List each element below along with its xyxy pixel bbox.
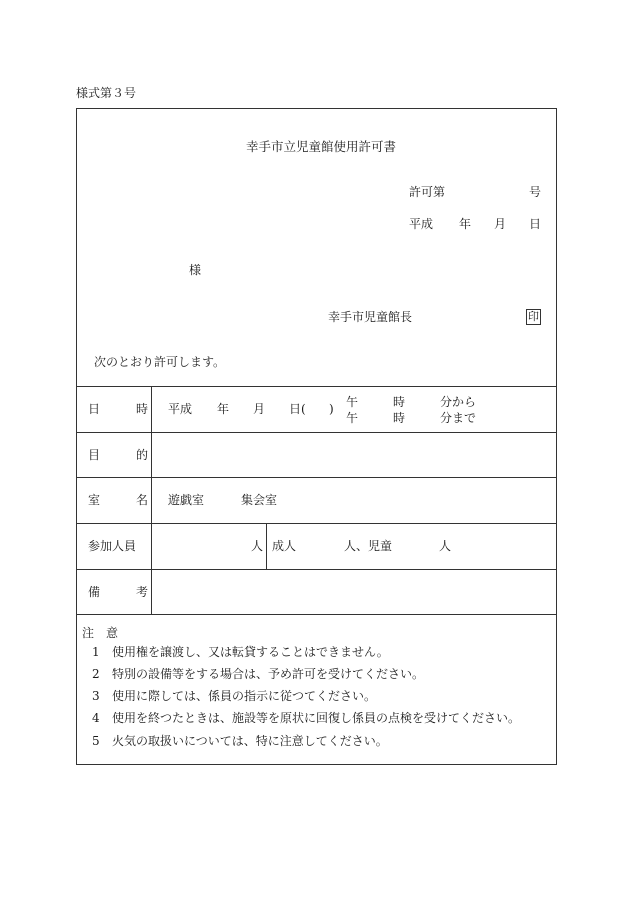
form-number: 様式第３号 (76, 86, 137, 100)
issuer-name: 幸手市児童館長 (328, 310, 413, 324)
datetime-ampm-1: 午 (346, 395, 359, 409)
note-number: 1 (92, 645, 100, 659)
note-number: 2 (92, 667, 100, 681)
note-number: 4 (92, 711, 100, 725)
datetime-year: 年 (217, 402, 230, 416)
note-item (92, 712, 520, 724)
datetime-ampm-2: 午 (346, 411, 359, 425)
permit-date-month: 月 (494, 217, 507, 231)
note-text: 使用に際しては、係員の指示に従つてください。 (112, 689, 377, 703)
permit-number-suffix: 号 (529, 185, 542, 199)
datetime-hour-1: 時 (393, 395, 406, 409)
room-option-assembly: 集会室 (241, 493, 278, 507)
note-item (92, 646, 389, 658)
datetime-to: 分まで (440, 411, 477, 425)
participants-adult-child: 人、児童 (344, 539, 393, 553)
document-title: 幸手市立児童館使用許可書 (246, 139, 397, 154)
row-rule-4 (76, 569, 557, 570)
participants-label: 参加人員 (88, 539, 137, 553)
participants-total-unit: 人 (251, 539, 264, 553)
datetime-hour-2: 時 (393, 411, 406, 425)
participants-divider (266, 523, 267, 569)
datetime-month: 月 (253, 402, 266, 416)
note-item (92, 668, 424, 680)
remarks-label: 備 考 (88, 585, 149, 599)
permit-date-era: 平成 (409, 217, 434, 231)
note-text: 使用を終つたときは、施設等を原状に回復し係員の点検を受けてください。 (112, 711, 521, 725)
participants-child-unit: 人 (439, 539, 452, 553)
room-option-playroom: 遊戯室 (168, 493, 205, 507)
datetime-day: 日( (289, 402, 306, 416)
note-text: 火気の取扱いについては、特に注意してください。 (112, 734, 388, 748)
permit-number-label: 許可第 (409, 185, 446, 199)
row-rule-5 (76, 614, 557, 615)
row-rule-2 (76, 477, 557, 478)
note-item (92, 690, 376, 702)
notes-heading: 注 意 (82, 626, 119, 640)
note-item (92, 735, 388, 747)
note-number: 5 (92, 734, 100, 748)
row-rule-1 (76, 432, 557, 433)
note-text: 使用権を譲渡し、又は転貸することはできません。 (112, 645, 389, 659)
permit-date-year: 年 (459, 217, 472, 231)
datetime-label: 日 時 (88, 402, 149, 416)
room-label: 室 名 (88, 493, 149, 507)
datetime-from: 分から (440, 395, 477, 409)
datetime-day-close: ) (329, 402, 334, 416)
note-number: 3 (92, 689, 100, 703)
participants-adult-label: 成人 (272, 539, 297, 553)
intro-text: 次のとおり許可します。 (94, 355, 226, 369)
datetime-era: 平成 (168, 402, 193, 416)
recipient-suffix: 様 (189, 263, 202, 277)
label-column-rule (151, 386, 152, 614)
purpose-label: 目 的 (88, 448, 149, 462)
seal-mark: 印 (528, 310, 539, 323)
table-top-rule (76, 386, 557, 387)
note-text: 特別の設備等をする場合は、予め許可を受けてください。 (112, 667, 425, 681)
permit-date-day: 日 (529, 217, 542, 231)
row-rule-3 (76, 523, 557, 524)
